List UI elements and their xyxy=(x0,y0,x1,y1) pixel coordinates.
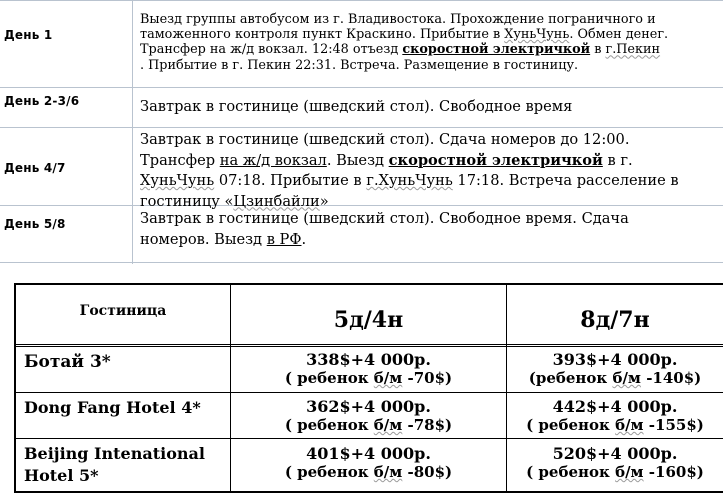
price-cell-5d xyxy=(231,445,506,481)
text-segment: . Выезд xyxy=(326,151,389,169)
description-line xyxy=(140,12,720,27)
hotel-name xyxy=(24,443,205,487)
child-price: (ребенок б/м -140$) xyxy=(528,369,702,387)
price-table xyxy=(14,283,723,493)
text-segment: Выезд группы автобусом из г. Владивостока. Прохождение пограничного и xyxy=(140,12,656,27)
description-line xyxy=(140,130,720,151)
price-cell-8d xyxy=(507,398,723,434)
day-description xyxy=(140,12,720,73)
text-segment: Завтрак в гостинице (шведский стол). Свободное время. Сдача xyxy=(140,210,629,227)
text-segment: Цзинбайли xyxy=(233,192,320,210)
text-segment: в г. xyxy=(602,151,633,169)
text-segment: г.Пекин xyxy=(605,42,661,58)
child-price: ( ребенок б/м -155$) xyxy=(526,416,704,434)
child-price: ( ребенок б/м -80$) xyxy=(284,463,453,481)
text-segment: . xyxy=(301,230,307,248)
day-label: День 2-3/6 xyxy=(4,94,80,108)
description-line xyxy=(140,151,720,172)
text-segment: ХуньЧунь xyxy=(504,27,570,43)
description-line xyxy=(140,97,720,118)
child-price: ( ребенок б/м -160$) xyxy=(526,463,704,481)
text-segment: в xyxy=(590,42,606,58)
text-segment: 07:18. Прибытие в xyxy=(214,172,367,189)
text-segment: Трансфер xyxy=(140,151,220,169)
price-value: 338$+4 000р. xyxy=(306,350,431,369)
itinerary-row-day-1 xyxy=(0,0,723,87)
text-segment: скоростной электричкой xyxy=(402,42,591,58)
text-segment: на ж/д вокзал xyxy=(219,151,327,169)
day-label: День 1 xyxy=(4,28,53,42)
text-segment: номеров. Выезд xyxy=(140,230,267,248)
hotel-name-line: Hotel 5* xyxy=(24,466,99,485)
description-line xyxy=(140,230,720,251)
description-line xyxy=(140,209,720,230)
price-cell-5d xyxy=(231,351,506,387)
itinerary-row-day-4-7 xyxy=(0,127,723,210)
hotel-name xyxy=(24,353,111,372)
price-cell-8d xyxy=(507,351,723,387)
itinerary-row-day-5-8 xyxy=(0,205,723,262)
header-hotel: Гостиница xyxy=(79,303,167,319)
description-line xyxy=(140,27,720,42)
hotel-name-line: Beijing Intenational xyxy=(24,444,205,463)
price-cell-5d xyxy=(231,398,506,434)
text-segment: скоростной электричкой xyxy=(388,151,603,169)
child-price: ( ребенок б/м -78$) xyxy=(284,416,453,434)
hotel-name-line: Ботай 3* xyxy=(24,352,111,372)
price-value: 393$+4 000р. xyxy=(552,350,678,369)
text-segment: Трансфер на ж/д вокзал. 12:48 отъезд xyxy=(140,42,403,58)
day-description xyxy=(140,130,720,212)
price-cell-8d xyxy=(507,445,723,481)
price-value: 362$+4 000р. xyxy=(306,397,431,416)
text-segment: » xyxy=(319,192,329,210)
text-segment: таможенного контроля пункт Краскино. Прибытие в xyxy=(140,27,505,43)
price-value: 401$+4 000р. xyxy=(306,444,431,463)
description-line xyxy=(140,58,720,73)
header-5d-4n: 5д/4н xyxy=(333,307,404,333)
text-segment: . Обмен денег. xyxy=(569,27,669,43)
hotel-name xyxy=(24,398,201,417)
description-line xyxy=(140,171,720,192)
text-segment: гостиницу « xyxy=(140,192,234,210)
day-label: День 4/7 xyxy=(4,161,66,175)
hotel-name-line: Dong Fang Hotel 4* xyxy=(24,398,201,417)
day-label: День 5/8 xyxy=(4,217,66,231)
text-segment: 17:18. Встреча расселение в xyxy=(452,172,679,189)
text-segment: в РФ xyxy=(266,230,302,248)
text-segment: Завтрак в гостинице (шведский стол). Сдача номеров до 12:00. xyxy=(140,131,630,148)
header-8d-7n: 8д/7н xyxy=(580,307,650,333)
text-segment: ХуньЧунь xyxy=(140,172,215,189)
text-segment: г.ХуньЧунь xyxy=(366,172,453,189)
day-description xyxy=(140,209,720,250)
text-segment: Завтрак в гостинице (шведский стол). Свободное время xyxy=(140,98,573,115)
price-value: 520$+4 000р. xyxy=(552,444,678,463)
itinerary-row-day-2-3-6 xyxy=(0,87,723,127)
day-description xyxy=(140,97,720,118)
text-segment: . Прибытие в г. Пекин 22:31. Встреча. Размещение в гостиницу. xyxy=(140,57,579,73)
child-price: ( ребенок б/м -70$) xyxy=(284,369,453,387)
price-value: 442$+4 000р. xyxy=(552,397,678,416)
description-line xyxy=(140,42,720,57)
